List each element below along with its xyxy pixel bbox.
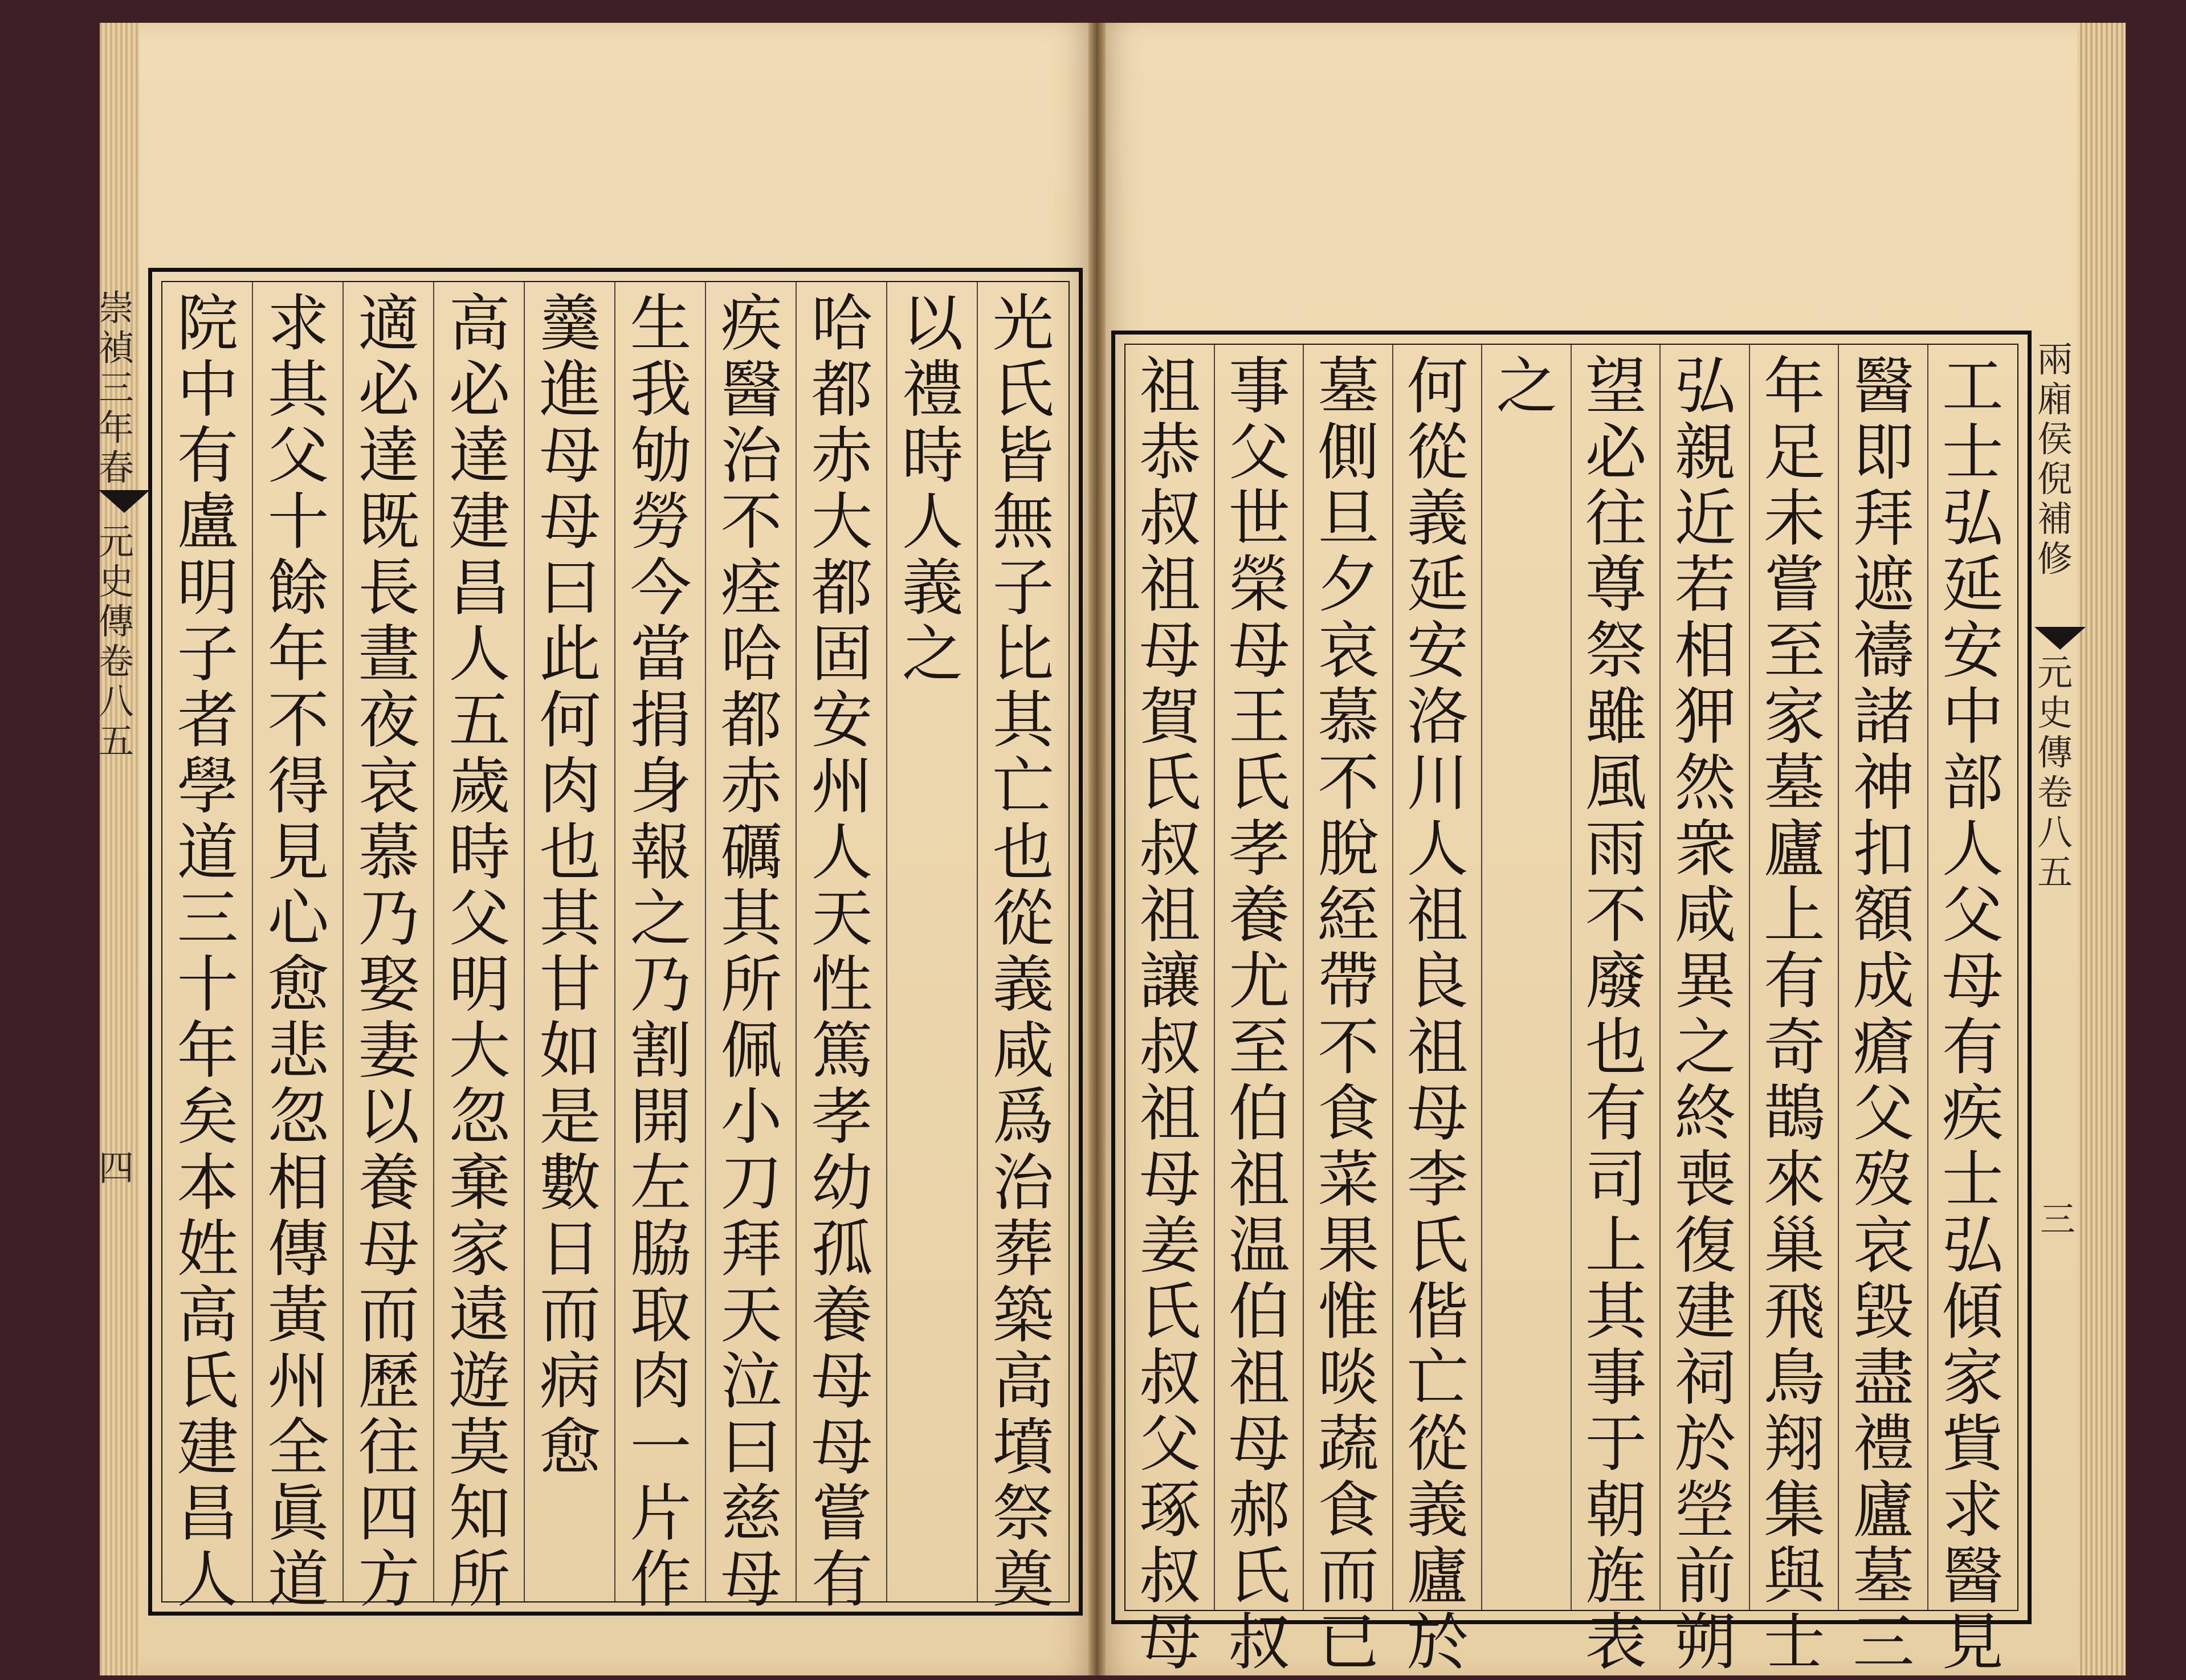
right-margin-book-title: 元 史 傳 卷 八 五 bbox=[2037, 652, 2073, 893]
right-page-column bbox=[1838, 345, 1928, 1678]
right-page-column bbox=[1481, 345, 1572, 1610]
right-page-column-text: 弘 親 近 若 相 狎 然 衆 咸 異 之 終 喪 復 建 祠 於 塋 前 朔 bbox=[1674, 351, 1736, 1678]
right-page-column bbox=[1214, 345, 1304, 1678]
right-page-column bbox=[1571, 345, 1661, 1678]
left-page-column bbox=[162, 282, 253, 1616]
right-folio: 三 bbox=[2040, 1198, 2076, 1240]
right-page-column bbox=[1927, 345, 2018, 1678]
right-page-column-text: 何 從 義 延 安 洛 川 人 祖 良 祖 母 李 氏 偕 亡 從 義 廬 於 bbox=[1406, 351, 1469, 1678]
book-gutter bbox=[1088, 23, 1106, 1675]
right-page-column-text: 墓 側 旦 夕 哀 慕 不 脫 絰 帶 不 食 菜 果 惟 啖 蔬 食 而 已 bbox=[1318, 351, 1380, 1678]
right-page-column bbox=[1659, 345, 1750, 1678]
left-page-column-text: 適 必 達 既 長 晝 夜 哀 慕 乃 娶 妻 以 養 母 而 歷 往 四 方 bbox=[358, 288, 420, 1616]
left-page-edges bbox=[100, 23, 140, 1675]
left-text-block bbox=[161, 281, 1070, 1616]
left-page-column-text: 以 禮 時 人 義 之 bbox=[902, 288, 964, 690]
left-page-column-text: 哈 都 赤 大 都 固 安 州 人 天 性 篤 孝 幼 孤 養 母 母 嘗 有 bbox=[811, 288, 873, 1616]
left-page-column bbox=[705, 282, 797, 1616]
left-page-column bbox=[977, 282, 1068, 1616]
open-book bbox=[99, 23, 2126, 1678]
left-page-column bbox=[614, 282, 706, 1616]
right-page-column-text: 望 必 往 尊 祭 雖 風 雨 不 廢 也 有 司 上 其 事 于 朝 旌 表 bbox=[1585, 351, 1647, 1678]
left-page-column bbox=[342, 282, 434, 1616]
left-text-frame bbox=[148, 268, 1083, 1616]
left-page-column bbox=[796, 282, 887, 1616]
right-page-edges bbox=[2077, 23, 2126, 1675]
left-page-column-text: 院 中 有 盧 明 子 者 學 道 三 十 年 矣 本 姓 高 氏 建 昌 人 bbox=[177, 288, 239, 1616]
left-page-column bbox=[433, 282, 525, 1616]
left-page-column bbox=[524, 282, 615, 1601]
left-page bbox=[100, 23, 1094, 1675]
right-text-block bbox=[1124, 344, 2018, 1678]
left-margin-title: 崇 禎 三 年 春 bbox=[99, 287, 134, 488]
right-page-column bbox=[1392, 345, 1483, 1678]
left-page-column-text: 疾 醫 治 不 痊 哈 都 赤 礪 其 所 佩 小 刀 拜 天 泣 曰 慈 母 bbox=[720, 288, 782, 1616]
right-page-column-text: 工 士 弘 延 安 中 部 人 父 母 有 疾 士 弘 傾 家 貲 求 醫 見 bbox=[1942, 351, 2004, 1678]
left-folio: 四 bbox=[99, 1147, 134, 1189]
left-page-column bbox=[252, 282, 344, 1616]
right-text-frame bbox=[1111, 331, 2032, 1678]
right-page-column bbox=[1303, 345, 1393, 1678]
right-page-column-text: 醫 即 拜 遮 禱 諸 神 扣 額 成 瘡 父 歿 哀 毀 盡 禮 廬 墓 三 bbox=[1853, 351, 1915, 1678]
right-page-column-text: 之 bbox=[1496, 351, 1558, 422]
right-page-column-text: 年 足 未 嘗 至 家 墓 廬 上 有 奇 鵲 來 巢 飛 鳥 翔 集 與 士 bbox=[1763, 351, 1825, 1678]
right-page-column-text: 祖 恭 叔 祖 母 賀 氏 叔 祖 讓 叔 祖 母 姜 氏 叔 父 琢 叔 母 bbox=[1139, 351, 1201, 1678]
left-page-column-text: 光 氏 皆 無 子 比 其 亡 也 從 義 咸 爲 治 葬 築 高 墳 祭 奠 bbox=[992, 288, 1054, 1616]
right-page-column bbox=[1749, 345, 1840, 1678]
right-margin-title: 兩 廂 侯 倪 補 修 bbox=[2037, 339, 2073, 580]
right-page-column bbox=[1125, 345, 1215, 1678]
left-page-column bbox=[886, 282, 978, 1601]
left-page-column-text: 求 其 父 十 餘 年 不 得 見 心 愈 悲 忽 相 傳 黃 州 全 眞 道 bbox=[267, 288, 329, 1616]
left-margin-book-title: 元 史 傳 卷 八 五 bbox=[99, 521, 134, 762]
left-page-column-text: 羹 進 母 母 曰 此 何 肉 也 其 甘 如 是 數 日 而 病 愈 bbox=[539, 288, 601, 1483]
right-page bbox=[1100, 23, 2126, 1678]
left-page-column-text: 高 必 達 建 昌 人 五 歲 時 父 明 大 忽 棄 家 遠 遊 莫 知 所 bbox=[448, 288, 511, 1616]
left-page-column-text: 生 我 劬 勞 今 當 捐 身 報 之 乃 割 開 左 脇 取 肉 一 片 作 bbox=[630, 288, 692, 1616]
right-page-column-text: 事 父 世 榮 母 王 氏 孝 養 尤 至 伯 祖 温 伯 祖 母 郝 氏 叔 bbox=[1228, 351, 1290, 1678]
